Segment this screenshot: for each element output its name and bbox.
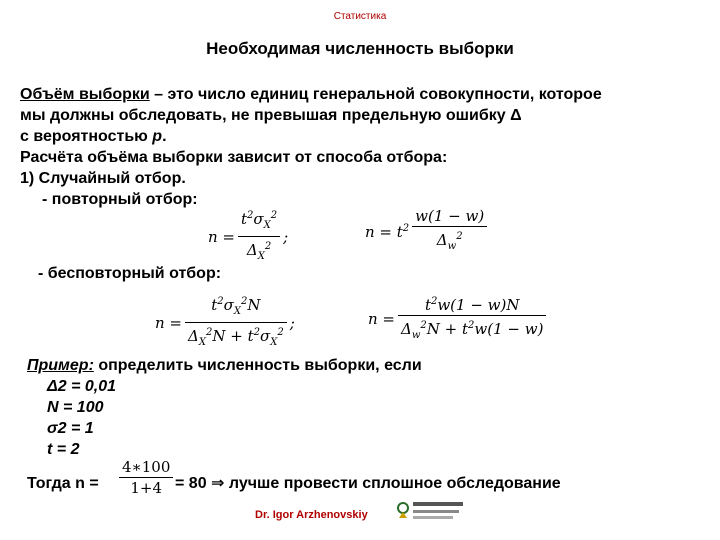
example-result: = 80 ⇒ лучше провести сплошное обследование: [175, 475, 561, 492]
example-condition-sigma: σ2 = 1: [47, 420, 94, 437]
example-numerator: 4∗100: [122, 458, 171, 476]
definition-line-3: [20, 127, 167, 147]
definition-line-3-prefix: с вероятностью: [20, 128, 153, 145]
example-denominator: 1+4: [130, 479, 163, 497]
institution-logo: [395, 496, 467, 526]
repeated-selection-heading: - повторный отбор:: [42, 191, 198, 208]
definition-line-1-text: – это число единиц генеральной совокупности, которое: [149, 86, 602, 103]
random-selection-heading: 1) Случайный отбор.: [20, 170, 186, 187]
example-then-label: Тогда n =: [27, 475, 99, 492]
example-label: Пример:: [27, 357, 94, 374]
definition-line-3-suffix: .: [162, 128, 167, 145]
dependence-line: Расчёта объёма выборки зависит от способа отбора:: [20, 149, 448, 166]
example-condition-t: t = 2: [47, 441, 80, 458]
example-fraction: [116, 457, 176, 498]
formula-repeated-quantitative: n = $\frac{t^2\sigma_X^2}{\Delta_X^2}$ ;: [208, 210, 289, 262]
formula-nonrepeated-share: n = $\frac{t^2w(1 - w)N}{\Delta_w^2N + t^2w(1 - w)}$: [368, 292, 549, 346]
formula-repeated-share: $n = t^2$ $\frac{w(1 - w)}{\Delta_w^2}$: [365, 206, 490, 257]
formula-nonrepeated-quantitative: n = $\frac{t^2\sigma_X^2N}{\Delta_X^2N + t^2\sigma_X^2}$ ;: [155, 296, 295, 348]
example-condition-delta: Δ2 = 0,01: [47, 378, 117, 395]
nonrepeated-selection-heading: - бесповторный отбор:: [38, 265, 222, 282]
definition-line-2: мы должны обследовать, не превышая предельную ошибку Δ: [20, 107, 522, 124]
author-footer: Dr. Igor Arzhenovskiy: [255, 509, 368, 521]
definition-line-1: [20, 85, 602, 105]
definition-term: Объём выборки: [20, 86, 150, 103]
slide-title: Необходимая численность выборки: [206, 39, 514, 58]
page-header: Статистика: [333, 11, 387, 22]
example-line: [27, 356, 422, 376]
probability-symbol: p: [152, 128, 163, 145]
example-condition-n: N = 100: [47, 399, 104, 416]
example-text: определить численность выборки, если: [93, 357, 422, 374]
